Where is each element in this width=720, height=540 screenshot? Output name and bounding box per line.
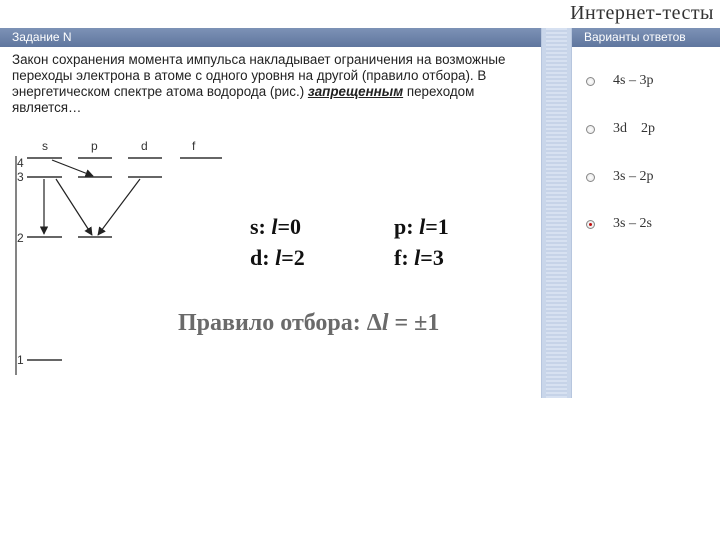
energy-level-diagram — [0, 130, 240, 375]
answers-header: Варианты ответов — [572, 28, 720, 47]
s-quantum-number: s: l=0 — [250, 214, 302, 239]
task-header: Задание N — [0, 28, 541, 47]
question-part2: переходом является… — [12, 84, 475, 115]
question-keyword: запрещенным — [307, 84, 404, 99]
f-quantum-number: f: l=3 — [394, 245, 444, 270]
answer-label: 4s – 3p — [613, 73, 654, 88]
d-quantum-number: d: l=2 — [250, 245, 305, 270]
answer-option-4[interactable] — [586, 216, 652, 232]
transition-4s-3p — [52, 160, 93, 176]
level-label-2: 2 — [17, 231, 24, 245]
level-label-1: 1 — [17, 353, 24, 367]
selection-rule: Правило отбора: Δl = ±1 — [178, 310, 440, 336]
column-label-s: s — [42, 139, 48, 153]
answer-label: 3d 2p — [613, 121, 655, 136]
column-label-p: p — [91, 139, 98, 153]
level-label-4: 4 — [17, 156, 24, 170]
question-text — [12, 52, 522, 116]
answer-label: 3s – 2s — [613, 216, 652, 231]
answer-option-2[interactable] — [586, 121, 655, 137]
p-quantum-number: p: l=1 — [394, 214, 449, 239]
radio-button[interactable] — [586, 77, 595, 86]
radio-button-selected[interactable] — [586, 220, 595, 229]
level-label-3: 3 — [17, 170, 24, 184]
answer-option-1[interactable] — [586, 73, 653, 89]
radio-button[interactable] — [586, 125, 595, 134]
transition-3d-2p — [98, 179, 140, 235]
answer-label: 3s – 2p — [613, 169, 654, 184]
question-part1: Закон сохранения момента импульса накладывает ограничения на возможные переходы электрона в атоме с одного уровня на другой (правило отбора). В энергетическом спектре атома водорода (рис.) — [12, 52, 506, 99]
column-label-d: d — [141, 139, 148, 153]
panel-divider — [541, 28, 572, 398]
radio-button[interactable] — [586, 173, 595, 182]
column-label-f: f — [192, 139, 196, 153]
transition-3s-2p — [56, 179, 92, 235]
brand-title: Интернет-тесты — [570, 2, 714, 24]
answer-option-3[interactable] — [586, 169, 653, 185]
